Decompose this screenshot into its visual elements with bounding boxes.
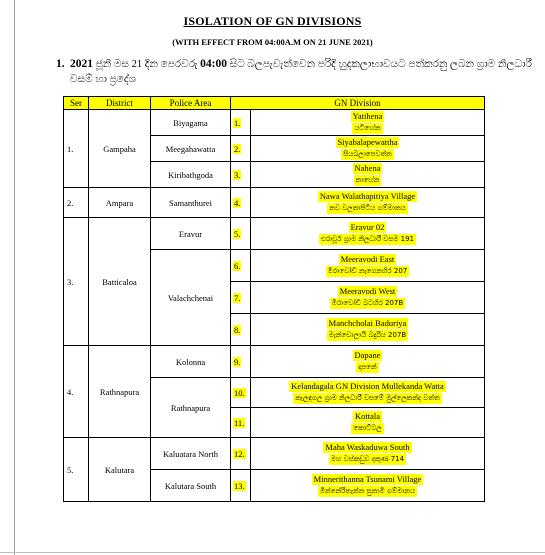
gn-number-cell	[231, 136, 251, 162]
police-area-cell: Samanthurei	[151, 188, 231, 218]
gn-number: 5.	[234, 228, 241, 239]
document-title: ISOLATION OF GN DIVISIONS	[183, 14, 362, 28]
gn-name-english: Kelandagala GN Division Mullekanda Watta	[291, 381, 444, 391]
gn-name-english: Maha Waskaduwa South	[325, 442, 410, 452]
gn-number: 12.	[234, 448, 245, 459]
table-row	[64, 218, 485, 250]
gn-name-english: Meeravodi West	[339, 286, 396, 296]
gn-division-cell	[251, 282, 485, 314]
table-row	[64, 438, 485, 470]
intro-number: 1.	[56, 58, 65, 70]
district-cell: Kalutara	[89, 438, 151, 502]
gn-number: 13.	[234, 480, 245, 491]
gn-division-cell	[251, 346, 485, 378]
police-area-cell: Kaluatara North	[151, 438, 231, 470]
gn-number-cell	[231, 408, 251, 438]
police-area-cell: Eravur	[151, 218, 231, 250]
gn-division-cell	[251, 250, 485, 282]
gn-division-cell	[251, 438, 485, 470]
gn-number: 1.	[234, 117, 241, 128]
gn-name-english: Manchcholai Baduriya	[328, 318, 407, 328]
police-area-cell: Kolonna	[151, 346, 231, 378]
gn-name-sinhala: එරාවූර් ග්‍රාම නිලධාරී වසම 191	[321, 235, 414, 243]
isolation-table	[63, 96, 485, 502]
police-area-cell: Rathnapura	[151, 378, 231, 438]
table-row	[64, 188, 485, 218]
gn-division-cell	[251, 408, 485, 438]
gn-name-english: Eravur 02	[350, 222, 385, 232]
intro-year: 2021	[70, 58, 93, 70]
table-row	[64, 346, 485, 378]
gn-number-cell	[231, 162, 251, 188]
gn-name-english: Yatihena	[352, 111, 383, 121]
gn-number: 4.	[234, 197, 241, 208]
page-left-rule	[14, 0, 15, 555]
gn-name-english: Kottala	[354, 411, 381, 421]
gn-number-cell	[231, 438, 251, 470]
district-cell: Gampaha	[89, 110, 151, 188]
intro-mid-text: ජූනි මස 21 දින පෙරවරු	[93, 59, 201, 70]
gn-number: 9.	[234, 356, 241, 367]
intro-time: 04:00	[200, 58, 227, 70]
gn-number-cell	[231, 188, 251, 218]
police-area-cell: Valachchenai	[151, 250, 231, 346]
gn-name-sinhala: දාපනේ	[358, 363, 377, 371]
gn-number: 7.	[234, 292, 241, 303]
table-header-row	[64, 97, 485, 110]
police-area-cell: Kiribathgoda	[151, 162, 231, 188]
gn-name-sinhala: යටිහේන	[354, 124, 381, 132]
gn-number: 11.	[234, 417, 245, 428]
gn-name-sinhala: කොට්ටල	[353, 424, 382, 432]
gn-number-cell	[231, 346, 251, 378]
gn-division-cell	[251, 470, 485, 502]
gn-name-sinhala: සියබලාපෙවත්ත	[343, 150, 392, 158]
gn-name-english: Minnerithanna Tsunami Village	[313, 474, 422, 484]
gn-number-cell	[231, 282, 251, 314]
gn-division-cell	[251, 218, 485, 250]
gn-number-cell	[231, 314, 251, 346]
gn-number-cell	[231, 110, 251, 136]
gn-number-cell	[231, 378, 251, 408]
ser-cell: 4.	[64, 346, 89, 438]
gn-name-sinhala: මීරාවෝඩි නැගෙනහිර 207	[327, 267, 408, 275]
intro-rest-text: සිට බලපැවැත්වෙන පරිදි හුදකලාභාවයට පත්කරනු ලබන ග්‍රාම නිලධාරී වසම් හා ප්‍රදේශ	[70, 59, 532, 85]
gn-name-english: Meeravodi East	[340, 254, 395, 264]
gn-number: 6.	[234, 260, 241, 271]
header-police-area: Police Area	[151, 97, 231, 110]
document-subtitle: (WITH EFFECT FROM 04:00A.M ON 21 JUNE 2021)	[172, 37, 373, 47]
gn-name-sinhala: කැලඳගල ග්‍රාම නිලධාරී වසමේ මුල්ලෙකන්ද වත්ත	[295, 394, 440, 402]
table-row	[64, 110, 485, 136]
header-gn-division: GN Division	[231, 97, 485, 110]
police-area-cell: Biyagama	[151, 110, 231, 136]
ser-cell: 3.	[64, 218, 89, 346]
gn-name-english: Dapane	[354, 350, 381, 360]
police-area-cell: Meegahawatta	[151, 136, 231, 162]
intro-paragraph	[56, 57, 532, 87]
gn-name-english: Nawa Walathapitiya Village	[319, 191, 416, 201]
gn-name-sinhala: මින්නේරිතැන්න සුනාමි ගම්මානය	[320, 487, 415, 495]
gn-name-sinhala: නාහේන	[355, 176, 380, 184]
gn-name-sinhala: මැන්චොලායි බදුරිය 207B	[328, 331, 407, 339]
gn-division-cell	[251, 378, 485, 408]
gn-division-cell	[251, 136, 485, 162]
district-cell: Ampara	[89, 188, 151, 218]
gn-number: 8.	[234, 324, 241, 335]
page-bottom-rule	[0, 552, 545, 553]
gn-number-cell	[231, 250, 251, 282]
gn-name-sinhala: මීරාවෝඩි බටහිර 207B	[331, 299, 404, 307]
district-cell: Batticaloa	[89, 218, 151, 346]
header-ser: Ser	[64, 97, 89, 110]
gn-name-sinhala: මහ වස්කඩුව දකුණ 714	[330, 455, 405, 463]
gn-division-cell	[251, 314, 485, 346]
gn-number-cell	[231, 470, 251, 502]
ser-cell: 2.	[64, 188, 89, 218]
gn-division-cell	[251, 110, 485, 136]
district-cell: Rathnapura	[89, 346, 151, 438]
gn-name-english: Nahena	[354, 163, 381, 173]
gn-name-english: Siyabalapewattha	[337, 137, 398, 147]
gn-number: 3.	[234, 169, 241, 180]
gn-name-sinhala: නව වලතාපිටිය ගම්මානය	[329, 204, 406, 212]
gn-division-cell	[251, 188, 485, 218]
gn-number: 2.	[234, 143, 241, 154]
gn-number: 10.	[234, 387, 245, 398]
police-area-cell: Kalutara South	[151, 470, 231, 502]
gn-division-cell	[251, 162, 485, 188]
gn-number-cell	[231, 218, 251, 250]
ser-cell: 1.	[64, 110, 89, 188]
ser-cell: 5.	[64, 438, 89, 502]
header-district: District	[89, 97, 151, 110]
